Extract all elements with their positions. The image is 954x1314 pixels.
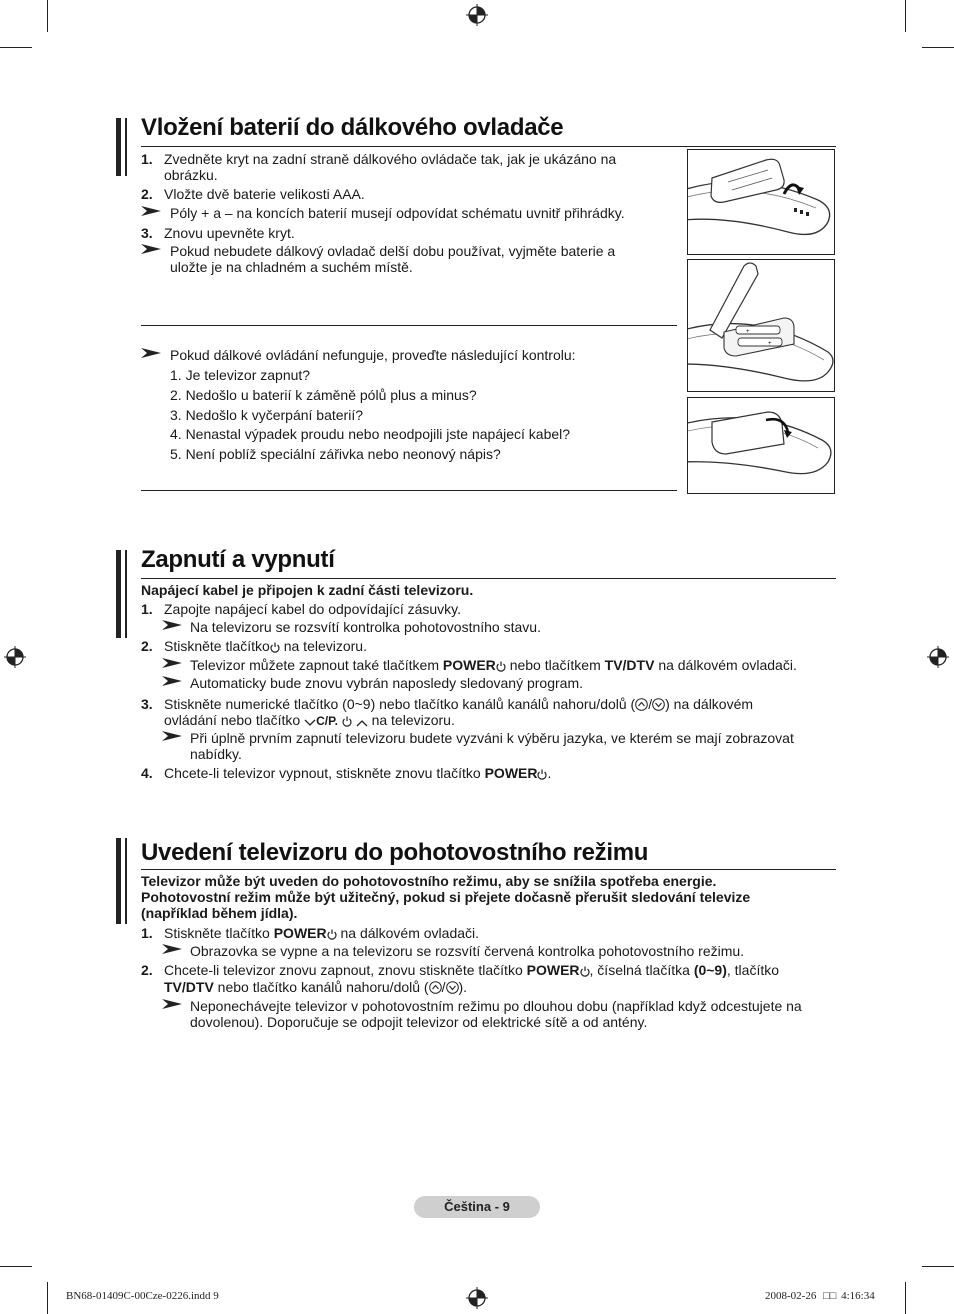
- step-text-part: Stiskněte tlačítko: [164, 925, 270, 941]
- step-text: [164, 765, 551, 781]
- step-number: 2.: [141, 962, 153, 978]
- step-text: Vložte dvě baterie velikosti AAA.: [164, 186, 365, 202]
- intro-text: Pohotovostní režim může být užitečný, pokud si přejete dočasně přerušit sledování televize: [141, 889, 751, 905]
- divider: [141, 325, 677, 326]
- remote-illustration-close-cover: [687, 397, 835, 494]
- note-text: uložte je na chladném a suchém místě.: [170, 259, 413, 275]
- note-text: Póly + a – na koncích baterií musejí odpovídat schématu uvnitř přihrádky.: [170, 205, 625, 221]
- step-number: 1.: [141, 601, 153, 617]
- step-text: TV/DTV nebo tlačítko kanálů nahoru/dolů ( / ).: [164, 979, 468, 995]
- section-title: Uvedení televizoru do pohotovostního režimu: [141, 839, 649, 866]
- check-item: 2. Nedošlo u baterií k záměně pólů plus a minus?: [170, 387, 477, 403]
- note-text: Obrazovka se vypne a na televizoru se rozsvítí červená kontrolka pohotovostního režimu.: [190, 943, 745, 959]
- power-label: POWER: [526, 962, 580, 978]
- power-label: POWER: [442, 657, 496, 673]
- power-label: POWER: [484, 765, 538, 781]
- crop-mark: [0, 47, 32, 48]
- crop-mark: [922, 1266, 954, 1267]
- note-text: Na televizoru se rozsvítí kontrolka pohotovostního stavu.: [190, 619, 541, 635]
- page-number-badge: Čeština - 9: [414, 1196, 540, 1218]
- step-text-part: nebo tlačítko kanálů nahoru/dolů (: [217, 979, 429, 995]
- note-text: dovolenou). Doporučuje se odpojit televizor od elektrické sítě a od antény.: [190, 1014, 648, 1030]
- note-arrow-icon: [162, 620, 182, 630]
- remote-illustration-open-cover: [687, 149, 835, 255]
- step-text: Zvedněte kryt na zadní straně dálkového ovládače tak, jak je ukázáno na: [164, 151, 617, 167]
- power-icon: [537, 769, 547, 780]
- registration-mark-icon: [927, 646, 949, 668]
- section-rule: [141, 146, 836, 147]
- step-number: 4.: [141, 765, 153, 781]
- check-item: 4. Nenastal výpadek proudu nebo neodpojili jste napájecí kabel?: [170, 426, 571, 442]
- step-text: Znovu upevněte kryt.: [164, 225, 295, 241]
- check-item: 1. Je televizor zapnut?: [170, 367, 311, 383]
- power-icon: [327, 929, 337, 940]
- note-arrow-icon: [162, 658, 182, 668]
- step-text: Zapojte napájecí kabel do odpovídající zásuvky.: [164, 601, 462, 617]
- crop-mark: [922, 47, 954, 48]
- note-arrow-icon: [141, 206, 161, 216]
- section-rule: [141, 869, 836, 870]
- note-text: Pokud dálkové ovládání nefunguje, proveďte následující kontrolu:: [170, 347, 576, 363]
- section-bar: [125, 550, 127, 638]
- note-text-part: nebo tlačítkem: [509, 657, 601, 673]
- crop-mark: [0, 1266, 32, 1267]
- footer-time: 4:16:34: [841, 1290, 875, 1302]
- intro-text: Televizor může být uveden do pohotovostního režimu, aby se snížila spotřeba energie.: [141, 873, 717, 889]
- note-text: nabídky.: [190, 746, 242, 762]
- chevron-down-icon: [304, 719, 316, 727]
- step-number: 1.: [141, 925, 153, 941]
- section-title: Zapnutí a vypnutí: [141, 546, 335, 573]
- tv-dtv-label: TV/DTV: [604, 657, 655, 673]
- footer-date: [765, 1290, 875, 1302]
- note-arrow-icon: [162, 999, 182, 1009]
- section-bar: [125, 118, 127, 176]
- section-title: Vložení baterií do dálkového ovladače: [141, 114, 564, 141]
- channel-up-icon: [635, 698, 648, 711]
- step-number: 3.: [141, 696, 153, 712]
- step-number: 2.: [141, 638, 153, 654]
- footer-date-text: 2008-02-26: [765, 1290, 817, 1302]
- registration-mark-icon: [466, 1287, 488, 1309]
- check-item: 3. Nedošlo k vyčerpání baterií?: [170, 407, 363, 423]
- step-text-part: , číselná tlačítka: [589, 962, 690, 978]
- step-number: 1.: [141, 151, 153, 167]
- section-bar: [125, 838, 127, 924]
- registration-mark-icon: [4, 646, 26, 668]
- chevron-up-icon: [356, 719, 368, 727]
- crop-mark: [905, 0, 906, 32]
- digits-label: (0~9): [693, 962, 727, 978]
- step-text-part: Chcete-li televizor znovu zapnout, znovu stiskněte tlačítko: [164, 962, 523, 978]
- step-number: 3.: [141, 225, 153, 241]
- channel-up-icon: [429, 981, 442, 994]
- step-text-part: Stiskněte numerické tlačítko (0~9) nebo tlačítko kanálů kanálů nahoru/dolů (: [164, 696, 636, 712]
- note-arrow-icon: [162, 731, 182, 741]
- intro-text: Napájecí kabel je připojen k zadní části televizoru.: [141, 582, 474, 598]
- note-arrow-icon: [162, 676, 182, 686]
- step-text-part: Chcete-li televizor vypnout, stiskněte znovu tlačítko: [164, 765, 481, 781]
- step-text-part: ovládání nebo tlačítko: [164, 712, 301, 728]
- power-icon: [496, 661, 506, 672]
- section-rule: [141, 578, 836, 579]
- step-text-part: ) na dálkovém: [665, 696, 754, 712]
- power-icon: [342, 716, 352, 727]
- note-text-part: na dálkovém ovladači.: [658, 657, 797, 673]
- note-text: Při úplně prvním zapnutí televizoru budete vyzváni k výběru jazyka, ve kterém se mají zobrazovat: [190, 730, 794, 746]
- note-arrow-icon: [141, 244, 161, 254]
- note-text-part: Televizor můžete zapnout také tlačítkem: [190, 657, 440, 673]
- note-text: Automaticky bude znovu vybrán naposledy sledovaný program.: [190, 675, 583, 691]
- crop-mark: [47, 0, 48, 32]
- step-text: [164, 638, 367, 654]
- note-text: Pokud nebudete dálkový ovladač delší dobu používat, vyjměte baterie a: [170, 243, 616, 259]
- intro-text: (například během jídla).: [141, 905, 298, 921]
- step-text-part: , tlačítko: [726, 962, 780, 978]
- power-icon: [270, 642, 280, 653]
- step-text: [164, 962, 779, 978]
- crop-mark: [905, 1282, 906, 1314]
- channel-down-icon: [652, 698, 665, 711]
- crop-mark: [47, 1282, 48, 1314]
- svg-text:+: +: [746, 329, 750, 335]
- channel-down-icon: [446, 981, 459, 994]
- step-text-part: ).: [458, 979, 468, 995]
- step-text-part: Stiskněte tlačítko: [164, 638, 270, 654]
- section-bar: [116, 838, 121, 924]
- remote-illustration-batteries: [687, 259, 835, 392]
- note-text: [190, 657, 797, 673]
- step-text-part: .: [547, 765, 552, 781]
- step-text: [164, 925, 479, 941]
- power-icon: [580, 966, 590, 977]
- power-label: POWER: [273, 925, 327, 941]
- cp-label: C/P.: [316, 714, 338, 728]
- footer-marks: □□: [823, 1290, 837, 1302]
- section-bar: [116, 118, 121, 176]
- section-bar: [116, 550, 121, 638]
- step-text: obrázku.: [164, 167, 218, 183]
- step-text-part: na televizoru.: [371, 712, 455, 728]
- check-item: 5. Není poblíž speciální zářivka nebo neonový nápis?: [170, 446, 501, 462]
- step-text-part: na dálkovém ovladači.: [340, 925, 480, 941]
- step-number: 2.: [141, 186, 153, 202]
- tv-dtv-label: TV/DTV: [164, 979, 214, 995]
- note-arrow-icon: [162, 944, 182, 954]
- divider: [141, 490, 677, 491]
- step-text: Stiskněte numerické tlačítko (0~9) nebo tlačítko kanálů kanálů nahoru/dolů ( / ) na dálkovém: [164, 696, 754, 712]
- registration-mark-icon: [466, 4, 488, 26]
- note-arrow-icon: [141, 348, 161, 358]
- step-text: [164, 712, 455, 729]
- note-text: Neponechávejte televizor v pohotovostním režimu po dlouhou dobu (například když odcestujete na: [190, 998, 802, 1014]
- svg-text:+: +: [768, 341, 772, 347]
- footer-file: BN68-01409C-00Cze-0226.indd 9: [66, 1290, 219, 1302]
- step-text-part: na televizoru.: [283, 638, 367, 654]
